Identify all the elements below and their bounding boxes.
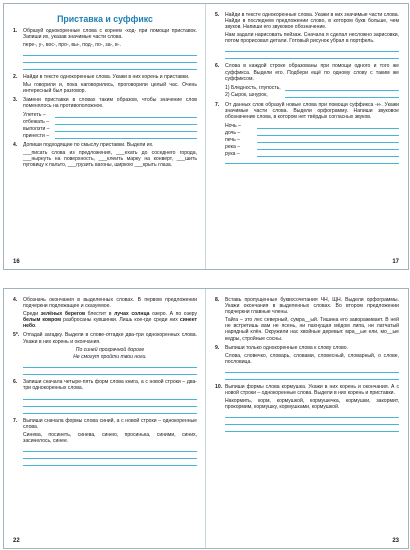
task-number: 6.	[13, 378, 18, 385]
answer-line[interactable]	[23, 49, 197, 56]
task-text: Допиши подходящие по смыслу приставки. Выдели их.	[23, 141, 154, 148]
answer-line[interactable]	[225, 418, 399, 425]
task-5	[215, 12, 399, 30]
page-number: 23	[392, 538, 399, 544]
answer-line[interactable]	[225, 45, 399, 52]
task-text: Найди в тексте однокоренные слова. Укажи в них корень и приставки.	[23, 74, 190, 81]
passage: Слова, словечко, словарь, словами, словесный, словарный, о слове, пословица.	[225, 352, 399, 365]
word-row	[23, 111, 197, 118]
answer-line[interactable]	[23, 361, 197, 368]
task-2	[13, 74, 197, 80]
task-number: 5.	[215, 12, 220, 18]
answer-line[interactable]	[23, 393, 197, 400]
task-4	[13, 297, 197, 309]
passage: Тайга – это лес северный, сумра__ый. Тишина его завораживает. В ней не встретишь вам не ясень, ни пахнущая мёдом липа, ни латчатый нарядный клён. Окружили нас хвойные деревья: мра__ые ели, мо__ые кедры, стройные сосны.	[225, 317, 399, 342]
task-text: Выпиши сначала формы слова синий, а с новой строки – однокоренные слова.	[23, 418, 197, 431]
bottom-spread	[3, 288, 409, 549]
task-3	[13, 97, 197, 109]
passage: ___писать слова из предложения, ___ехать до соседнего города, ___нырнуть на поверхность, ___клеить марку на конверт, ___шить пуговицу к пальто, ___грузить вагоны, ширкою ___крыть глаза.	[23, 149, 197, 169]
answer-line[interactable]	[23, 368, 197, 375]
word-label: отбежать –	[23, 118, 50, 125]
task-6	[215, 63, 399, 81]
word-row	[23, 125, 197, 132]
word-label: печь –	[225, 137, 240, 144]
task-10	[215, 384, 399, 396]
page-17	[206, 4, 408, 269]
answer-line[interactable]	[23, 452, 197, 459]
page-number: 22	[13, 538, 20, 544]
word-row	[225, 143, 399, 150]
answer-line[interactable]	[225, 157, 399, 164]
word-label: принести –	[23, 132, 50, 139]
task-text: Замени приставки в словах таким образом, чтобы значение слов поменялось на противоположное.	[23, 96, 197, 109]
task-9	[215, 345, 399, 351]
answer-line[interactable]	[257, 130, 399, 136]
answer-line[interactable]	[55, 119, 197, 125]
task-number: 5*.	[13, 332, 20, 339]
word-row	[225, 136, 399, 143]
task-number: 9.	[215, 344, 220, 351]
answer-line[interactable]	[55, 126, 197, 132]
passage: Накормить, корм, кормушкой, кормушечка, кормушки, закормит, прокормим, кормушку, кормушками, кормушкой.	[225, 398, 399, 411]
task-5	[13, 332, 197, 344]
answer-line[interactable]	[285, 92, 399, 98]
answer-line[interactable]	[257, 123, 399, 129]
task-number: 7.	[215, 101, 220, 108]
answer-line[interactable]	[23, 400, 197, 407]
answer-line[interactable]	[257, 144, 399, 150]
task-number: 7.	[13, 418, 18, 425]
word-label: дочь –	[225, 130, 241, 137]
answer-line[interactable]	[257, 151, 399, 157]
task-8	[215, 297, 399, 315]
word-row	[225, 84, 399, 91]
word-label: Улететь –	[23, 111, 46, 118]
top-spread	[3, 3, 409, 270]
word-row	[225, 129, 399, 136]
task-number: 4.	[13, 141, 18, 148]
task-number: 4.	[13, 297, 18, 303]
passage: Синева, посинеть, синева, синею, просинька, синими, синих, засинелось, синее.	[23, 432, 197, 445]
page-number: 17	[392, 259, 399, 265]
answer-line[interactable]	[225, 411, 399, 418]
task-number: 1.	[13, 28, 18, 34]
word-row	[225, 150, 399, 157]
task-text: Выпиши только однокоренные слова к слову слово.	[225, 344, 349, 351]
answer-line[interactable]	[225, 373, 399, 380]
word-label: выползти –	[23, 125, 50, 132]
riddle-line: Не смогут пройти твои ноги.	[73, 353, 147, 360]
task-number: 6.	[215, 63, 220, 70]
riddle-line: По синей прозрачной дороге	[75, 346, 145, 353]
page-22	[4, 289, 206, 548]
answer-line[interactable]	[55, 112, 197, 118]
task-text: Найди в тексте однокоренные слова. Укажи в них значимые части слова. Найди в последнем предложении слово, в котором букв больше, чем звуков. Напиши его звуковое обозначение.	[225, 12, 399, 31]
answer-line[interactable]	[23, 459, 197, 466]
task-number: 2.	[13, 74, 18, 81]
task-6	[13, 379, 197, 391]
word-row	[225, 122, 399, 129]
task-7	[215, 102, 399, 120]
answer-line[interactable]	[23, 56, 197, 63]
passage: Нам задали нарисовать пейзаж. Сначала я сделал несложно зарисовки, потом прорисовал детали. Готовый рисунок убрал в портфель.	[225, 32, 399, 45]
task-4	[13, 142, 197, 148]
answer-line[interactable]	[225, 52, 399, 59]
task-number: 10.	[215, 383, 223, 390]
task-text: Слова в каждой строке образованы при помощи одного и того же суффикса. Выдели его. Подбери ещё по одному слову с таким же суффиксом.	[225, 63, 399, 82]
passage: Среди зелёных берегов блестит в лучах солнца озеро. А по озеру белым ковром разбросаны кувшинки. Лишь кое-где среди них синеет небо.	[23, 311, 197, 330]
task-text: Запиши сначала четыре-пять форм слова книга, а с новой строки – два-три однокоренных слова.	[23, 378, 197, 391]
answer-line[interactable]	[225, 425, 399, 432]
page-23	[206, 289, 408, 548]
answer-line[interactable]	[23, 407, 197, 414]
page-number: 16	[13, 259, 20, 265]
answer-line[interactable]	[225, 366, 399, 373]
task-text: Вставь пропущенные буквосочетания ЧН, ЩН. Выдели орфограммы. Укажи окончания в выделенных словах. Во втором предложении подчеркни главные члены.	[225, 297, 399, 316]
task-1	[13, 28, 197, 40]
word-label: Ночь –	[225, 123, 241, 130]
word-label: река –	[225, 144, 241, 151]
page-16	[4, 4, 206, 269]
task-number: 3.	[13, 96, 18, 103]
task-7	[13, 418, 197, 430]
word-label: 1) Бледность, глупость,	[225, 84, 281, 91]
answer-line[interactable]	[23, 63, 197, 70]
task-text: Отгадай загадку. Выдели в слове-отгадке два-три однокоренных слова. Укажи в них корень и окончания.	[23, 332, 197, 345]
task-text: Обозначь окончания в выделенных словах. В первом предложении подчеркни подлежащее и сказуемое.	[23, 297, 197, 310]
page-title: Приставка и суффикс	[57, 14, 153, 24]
task-number: 8.	[215, 297, 220, 303]
prefix-list: пере-, у-, вос-, про-, вы-, под-, по-, за-, в-.	[23, 42, 121, 49]
task-text: Выпиши формы слова кормушка. Укажи в них корень и окончания. А с новой строки – однокоренные слова. Выдели в них корень и приставки.	[225, 383, 399, 397]
word-row	[23, 132, 197, 139]
answer-line[interactable]	[55, 133, 197, 139]
answer-line[interactable]	[285, 85, 399, 91]
answer-line[interactable]	[23, 445, 197, 452]
passage: Мы говорили и, пока наговорились, проговорили целый час. Очень интересный был разговор.	[23, 82, 197, 95]
answer-line[interactable]	[257, 137, 399, 143]
word-label: рука –	[225, 151, 240, 158]
word-label: 2) Сырок, шнурок,	[225, 91, 268, 98]
word-row	[225, 91, 399, 98]
task-text: Образуй однокоренные слова с корнем -ход- при помощи приставок. Запиши их, указав значимые части слова.	[23, 28, 197, 41]
word-row	[23, 118, 197, 125]
task-text: От данных слов образуй новые слова при помощи суффикса -н-. Укажи значимые части слова. Выдели орфограмму. Напиши звуковое обозначение слова, в котором нет твёрдых согласных звуков.	[225, 101, 399, 120]
